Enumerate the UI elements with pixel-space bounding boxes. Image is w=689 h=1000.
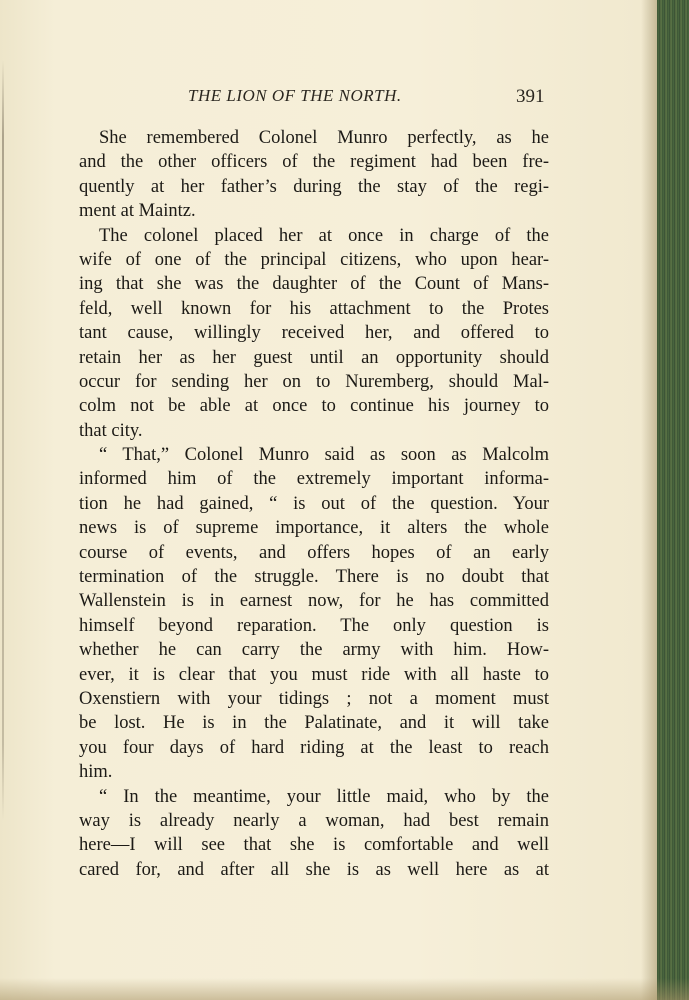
text-line: termination of the struggle. There is no doubt that <box>79 567 549 588</box>
text-line: and the other officers of the regiment had been fre- <box>79 152 549 173</box>
text-line: The colonel placed her at once in charge of the <box>99 225 549 246</box>
text-line: retain her as her guest until an opportunity should <box>79 347 549 368</box>
text-line: way is already nearly a woman, had best remain <box>79 810 549 831</box>
text-line: “ In the meantime, your little maid, who by the <box>99 786 549 807</box>
text-line: Oxenstiern with your tidings ; not a moment must <box>79 688 549 709</box>
text-line: him. <box>79 762 113 783</box>
text-line: tant cause, willingly received her, and offered to <box>79 323 549 344</box>
text-line: be lost. He is in the Palatinate, and it will take <box>79 713 549 734</box>
text-line: here—I will see that she is comfortable and well <box>79 835 549 856</box>
gutter-shadow <box>641 0 657 1000</box>
text-line: occur for sending her on to Nuremberg, should Mal- <box>79 371 549 392</box>
text-line: “ That,” Colonel Munro said as soon as Malcolm <box>99 445 549 466</box>
page-number: 391 <box>516 86 545 107</box>
text-line: ing that she was the daughter of the Count of Mans- <box>79 274 549 295</box>
text-line: news is of supreme importance, it alters the whole <box>79 518 549 539</box>
text-line: himself beyond reparation. The only question is <box>79 615 549 636</box>
text-line: tion he had gained, “ is out of the question. Your <box>79 493 549 514</box>
book-binding-edge <box>657 0 689 1000</box>
text-line: colm not be able at once to continue his journey to <box>79 396 549 417</box>
text-line: feld, well known for his attachment to the Protes <box>79 298 549 319</box>
running-title: THE LION OF THE NORTH. <box>188 86 402 105</box>
page-edge-mark <box>2 60 4 820</box>
text-line: ment at Maintz. <box>79 201 196 222</box>
text-line: whether he can carry the army with him. How- <box>79 640 549 661</box>
text-line: that city. <box>79 420 143 441</box>
text-line: course of events, and offers hopes of an early <box>79 542 549 563</box>
text-line: cared for, and after all she is as well here as at <box>79 859 549 880</box>
text-line: ever, it is clear that you must ride with all haste to <box>79 664 549 685</box>
text-line: you four days of hard riding at the least to reach <box>79 737 549 758</box>
page-bottom-shadow <box>0 978 689 1000</box>
text-line: wife of one of the principal citizens, who upon hear- <box>79 249 549 270</box>
body-text <box>79 126 549 882</box>
text-line: Wallenstein is in earnest now, for he has committed <box>79 591 549 612</box>
text-line: quently at her father’s during the stay of the regi- <box>79 176 549 197</box>
text-line: She remembered Colonel Munro perfectly, as he <box>99 128 549 148</box>
text-line: informed him of the extremely important informa- <box>79 469 549 490</box>
